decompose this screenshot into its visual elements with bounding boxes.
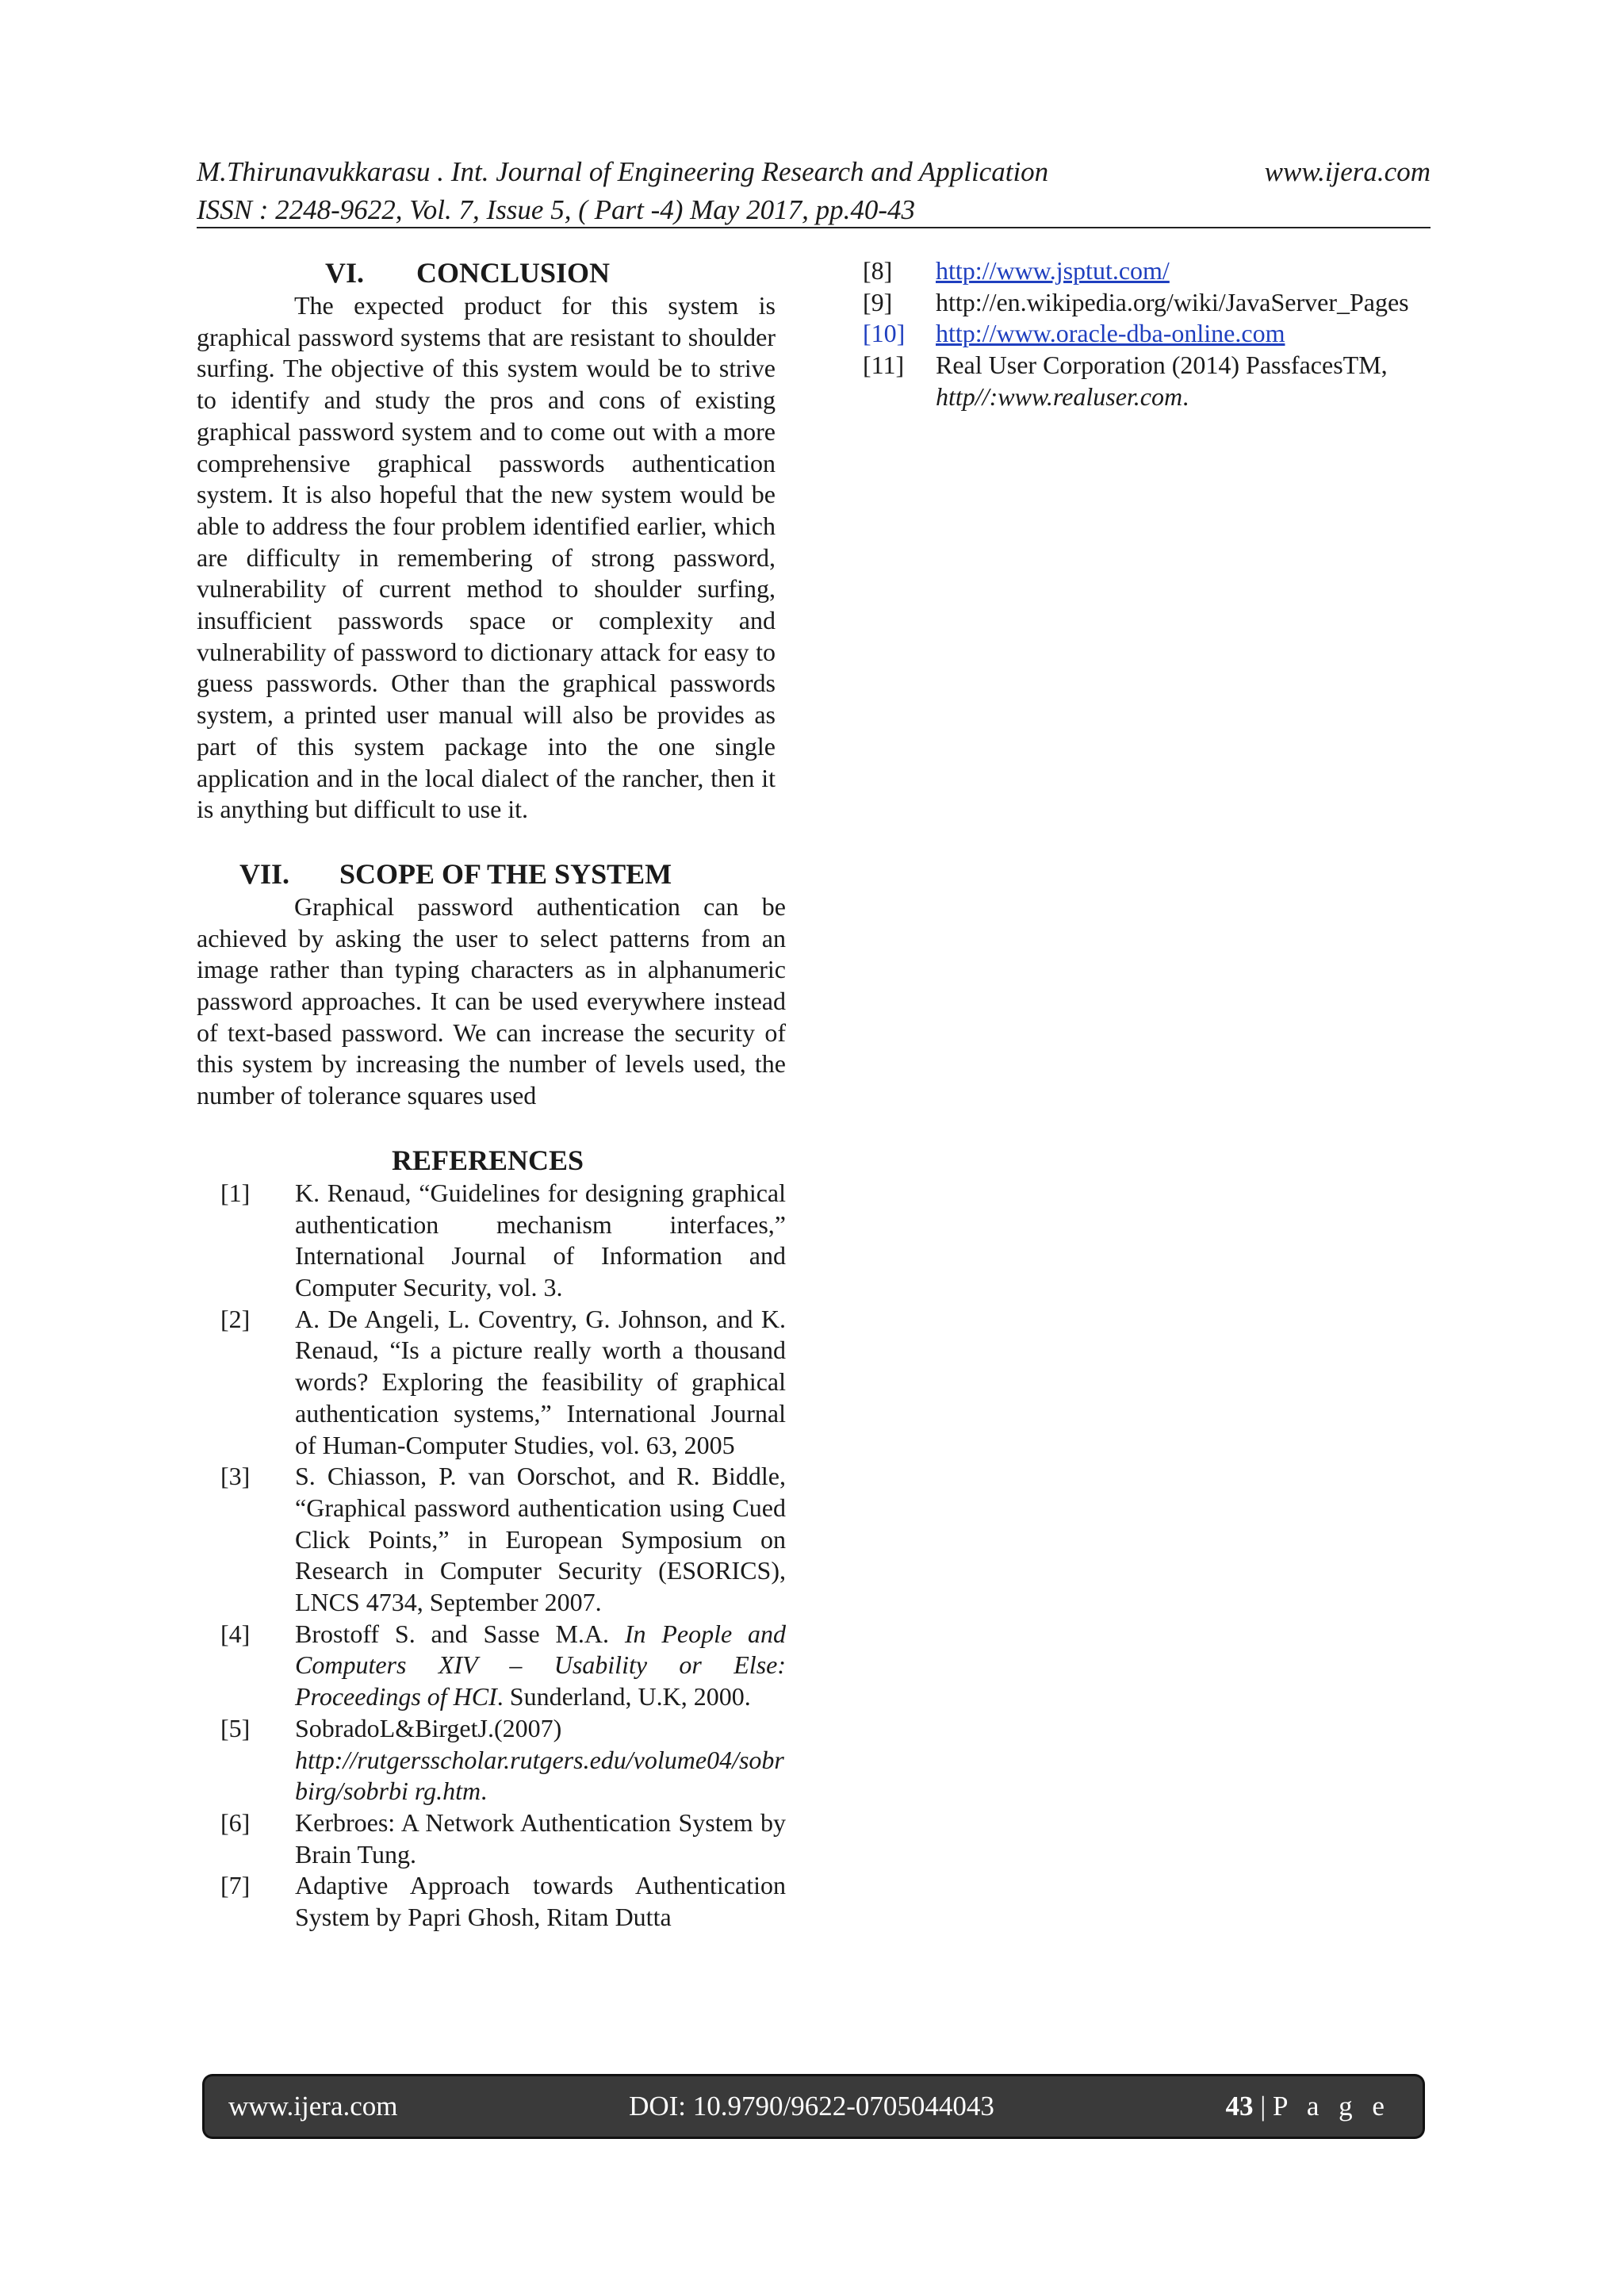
reference-item xyxy=(197,1178,786,1304)
section-number: VII. xyxy=(239,857,290,890)
reference-item xyxy=(197,1807,786,1870)
reference-number: [7] xyxy=(220,1871,251,1900)
reference-link[interactable]: http://www.jsptut.com/ xyxy=(936,256,1170,285)
scope-paragraph: Graphical password authentication can be achieved by asking the user to select patterns from an image rather than typing characters as in alphanumeric password approaches. It can be used everywhere instead of text-based password. We can increase the security of this system by increasing the number of levels used, the number of tolerance squares used xyxy=(197,891,786,1110)
right-column xyxy=(863,255,1431,413)
reference-number: [10] xyxy=(863,319,906,348)
reference-number: [2] xyxy=(220,1304,251,1333)
references-heading: REFERENCES xyxy=(392,1144,584,1176)
left-column xyxy=(197,255,786,1934)
footer-site: www.ijera.com xyxy=(228,2091,398,2122)
reference-text: Real User Corporation (2014) PassfacesTM, http//:www.realuser.com. xyxy=(936,351,1388,411)
reference-number: [4] xyxy=(220,1619,251,1648)
section-title: CONCLUSION xyxy=(416,257,611,289)
section-title: SCOPE OF THE SYSTEM xyxy=(339,857,672,890)
section-heading-scope xyxy=(197,857,786,891)
reference-text: Kerbroes: A Network Authentication System by Brain Tung. xyxy=(295,1807,786,1869)
reference-text: Adaptive Approach towards Authentication System by Papri Ghosh, Ritam Dutta xyxy=(295,1871,786,1932)
reference-text: A. De Angeli, L. Coventry, G. Johnson, and K. Renaud, “Is a picture really worth a thousand words? Exploring the feasibility of graphical authentication systems,” International Journal of Human-Computer Studies, vol. 63, 2005 xyxy=(295,1304,786,1459)
reference-text: http://en.wikipedia.org/wiki/JavaServer_Pages xyxy=(936,287,1409,316)
reference-text: K. Renaud, “Guidelines for designing graphical authentication mechanism interfaces,” International Journal of Information and Computer Security, vol. 3. xyxy=(295,1178,786,1301)
section-heading-conclusion xyxy=(197,255,786,290)
reference-item xyxy=(197,1870,786,1933)
reference-text: S. Chiasson, P. van Oorschot, and R. Biddle, “Graphical password authentication using Cued Click Points,” in European Symposium on Research in Computer Security (ESORICS), LNCS 4734, September 2007. xyxy=(295,1462,786,1617)
reference-item xyxy=(863,287,1431,319)
reference-number: [5] xyxy=(220,1713,251,1742)
reference-number: [8] xyxy=(863,256,893,285)
header-site: www.ijera.com xyxy=(1264,156,1431,187)
conclusion-paragraph: The expected product for this system is graphical password systems that are resistant to shoulder surfing. The objective of this system would be to strive to identify and study the pros and cons of existing graphical password system and to come out with a more comprehensive graphical passwords authentication system. It is also hopeful that the new system would be able to address the four problem identified earlier, which are difficulty in remembering of strong password, vulnerability of current method to shoulder surfing, insufficient passwords space or complexity and vulnerability of password to dictionary attack for easy to guess passwords. Other than the graphical passwords system, a printed user manual will also be provides as part of this system package into the one single application and in the local dialect of the rancher, then it is anything but difficult to use it. xyxy=(197,291,776,824)
reference-text: SobradoL&BirgetJ.(2007) http://rutgersscholar.rutgers.edu/volume04/sobrbirg/sobrbi rg.htm. xyxy=(295,1713,784,1806)
reference-italic-title: In People and Computers XIV – Usability or Else: Proceedings of HCI xyxy=(295,1619,787,1711)
reference-link[interactable]: http://www.oracle-dba-online.com xyxy=(936,319,1285,348)
header-citation: M.Thirunavukkarasu . Int. Journal of Engineering Research and Application xyxy=(197,156,1049,187)
reference-number: [9] xyxy=(863,287,893,316)
reference-number: [1] xyxy=(220,1178,251,1207)
reference-url: http://rutgersscholar.rutgers.edu/volume04/sobrbirg/sobrbi rg.htm xyxy=(295,1745,784,1806)
reference-url: http//:www.realuser.com xyxy=(936,381,1183,411)
reference-text: Brostoff S. and Sasse M.A. In People and Computers XIV – Usability or Else: Proceedings of HCI. Sunderland, U.K, 2000. xyxy=(295,1619,787,1711)
page-number: 43 | P a g e xyxy=(1225,2091,1391,2122)
reference-item xyxy=(863,318,1431,350)
running-header xyxy=(197,153,1431,229)
page-footer xyxy=(205,2076,1423,2137)
section-number: VI. xyxy=(325,257,365,289)
reference-item xyxy=(863,350,1431,412)
reference-item xyxy=(197,1619,786,1713)
reference-item xyxy=(197,1304,786,1462)
reference-number: [11] xyxy=(863,351,905,380)
reference-item xyxy=(197,1713,786,1807)
reference-item xyxy=(197,1461,786,1619)
header-issn: ISSN : 2248-9622, Vol. 7, Issue 5, ( Part -4) May 2017, pp.40-43 xyxy=(197,194,916,225)
reference-item xyxy=(863,255,1431,287)
footer-doi: DOI: 10.9790/9622-0705044043 xyxy=(629,2091,994,2122)
reference-number: [3] xyxy=(220,1462,251,1491)
header-divider xyxy=(197,227,1431,228)
reference-number: [6] xyxy=(220,1807,251,1837)
